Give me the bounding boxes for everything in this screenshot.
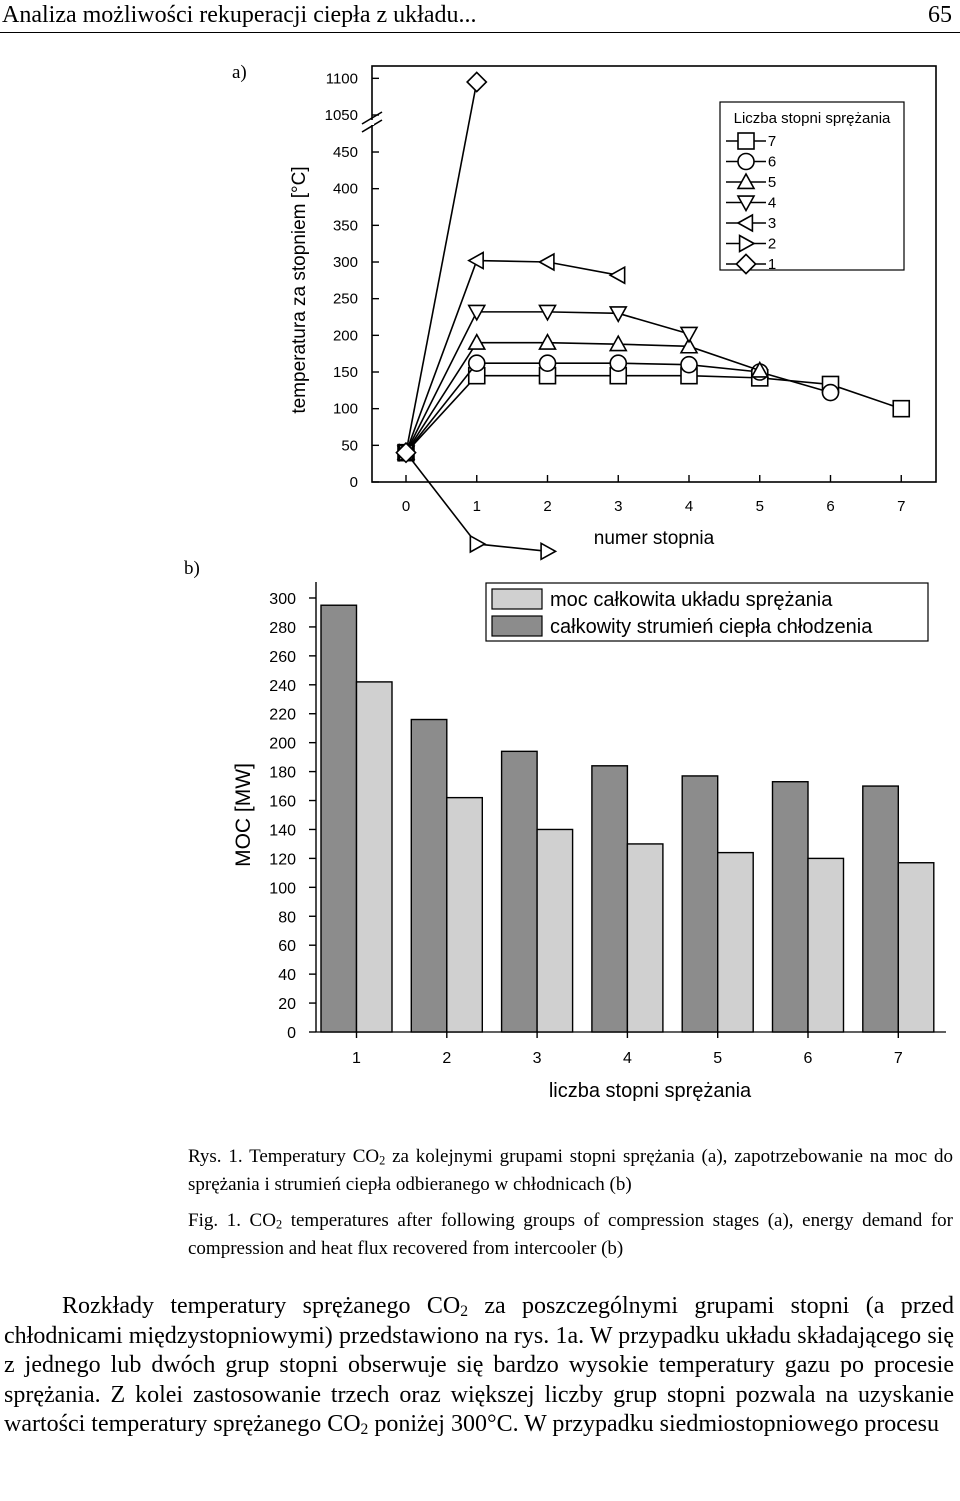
chart-b-xtick-label: 3 — [532, 1050, 542, 1067]
chart-b-xlabel: liczba stopni sprężania — [548, 1080, 752, 1102]
chart-b-bar — [808, 858, 844, 1032]
chart-a-legend-marker-7 — [738, 133, 754, 149]
chart-a-ytick-label: 0 — [349, 474, 358, 491]
chart-b-ytick-label: 40 — [278, 967, 296, 985]
chart-a-legend-label-1: 1 — [767, 256, 777, 273]
chart-b-ytick-label: 80 — [278, 909, 296, 927]
chart-a-xtick-label: 0 — [401, 498, 411, 515]
chart-a-point-3 — [610, 267, 624, 283]
chart-b-legend-label: całkowity strumień ciepła chłodzenia — [550, 616, 873, 638]
caption-polish: Rys. 1. Temperatury $CO_2$ za kolejnymi grupami stopni sprężania (a), zapotrzebowanie na moc do sprężania i strumień ciepła odbieranego w chłodnicach (b) — [188, 1146, 953, 1195]
chart-a-point-6 — [610, 355, 626, 371]
chart-b-ytick-label: 300 — [269, 590, 296, 608]
chart-b-ytick-label: 280 — [269, 619, 296, 637]
chart-b-ytick-label: 220 — [269, 706, 296, 724]
chart-b-bar — [863, 786, 899, 1032]
chart-a-legend-label-7: 7 — [767, 133, 777, 150]
chart-b-ytick-label: 120 — [269, 851, 296, 869]
chart-a-ytick-label: 300 — [332, 254, 358, 272]
chart-a-legend-title: Liczba stopni sprężania — [733, 110, 891, 127]
chart-a-ytick-label: 100 — [332, 400, 358, 418]
chart-b-xtick-label: 2 — [442, 1050, 452, 1067]
chart-a-point-1 — [467, 72, 486, 91]
chart-a-point-2 — [470, 536, 484, 552]
chart-a-ytick-label: 400 — [332, 180, 358, 198]
chart-a-ytick-label: 200 — [332, 327, 358, 345]
chart-a-legend-label-2: 2 — [767, 235, 777, 253]
chart-a-ytick-label: 450 — [332, 144, 358, 162]
chart-b-bar — [357, 682, 393, 1032]
chart-b-bar — [321, 605, 357, 1032]
chart-a-point-5 — [469, 335, 485, 349]
page-number: 65 — [928, 2, 952, 28]
chart-a-point-6 — [469, 355, 485, 371]
chart-a-series-line-5 — [406, 343, 760, 453]
chart-a-axis-break-gap — [370, 120, 374, 125]
chart-a-xtick-label: 3 — [614, 498, 623, 515]
chart-a-ytick-label: 350 — [332, 217, 358, 235]
chart-a-xtick-label: 6 — [826, 498, 835, 515]
chart-b-bar — [537, 829, 573, 1032]
chart-b-bar — [447, 798, 483, 1032]
chart-b-ytick-label: 0 — [287, 1025, 296, 1042]
chart-a-legend-label-6: 6 — [767, 153, 777, 171]
chart-a-point-2 — [541, 543, 555, 559]
chart-b-ytick-label: 180 — [269, 764, 296, 782]
chart-a-xtick-label: 7 — [897, 498, 906, 515]
panel-b-label: b) — [184, 558, 200, 579]
chart-a-xtick-label: 5 — [755, 498, 764, 515]
panel-a-label: a) — [232, 62, 247, 83]
chart-b-ytick-label: 140 — [269, 822, 296, 840]
chart-a-xtick-label: 2 — [543, 498, 552, 515]
chart-a-temperatures — [289, 66, 936, 559]
chart-a-point-3 — [469, 253, 483, 269]
chart-a-ytick-label: 1050 — [324, 107, 358, 124]
chart-b-xtick-label: 1 — [352, 1050, 361, 1067]
chart-b-ytick-label: 20 — [278, 996, 296, 1014]
chart-a-xtick-label: 1 — [472, 498, 481, 515]
chart-a-legend-label-4: 4 — [767, 194, 777, 212]
chart-b-xtick-label: 6 — [803, 1050, 813, 1067]
chart-b-bar — [898, 863, 934, 1032]
chart-a-legend-label-3: 3 — [767, 215, 777, 232]
chart-a-legend-label-5: 5 — [767, 174, 777, 191]
chart-a-ylabel: temperatura za stopniem [°C] — [289, 166, 310, 414]
chart-b-ytick-label: 260 — [269, 648, 296, 666]
chart-a-ytick-label: 1100 — [325, 70, 358, 88]
chart-b-xtick-label: 4 — [622, 1050, 632, 1067]
chart-a-point-6 — [681, 357, 697, 373]
chart-a-xtick-label: 4 — [684, 498, 694, 515]
chart-a-xlabel: numer stopnia — [593, 528, 715, 549]
chart-b-xtick-label: 7 — [893, 1050, 903, 1067]
chart-b-legend-label: moc całkowita układu sprężania — [550, 589, 833, 611]
chart-a-point-7 — [893, 401, 909, 417]
chart-a-point-3 — [540, 254, 554, 270]
chart-a-ytick-label: 150 — [332, 364, 358, 382]
chart-a-ytick-label: 250 — [332, 290, 358, 308]
chart-b-bar — [411, 720, 447, 1032]
chart-b-bar — [592, 766, 628, 1032]
chart-b-ytick-label: 100 — [269, 880, 296, 898]
chart-b-ytick-label: 160 — [269, 793, 296, 811]
chart-a-legend-marker-6 — [738, 154, 754, 170]
chart-b-xtick-label: 5 — [713, 1050, 723, 1067]
chart-b-bar — [502, 751, 537, 1032]
caption-english: Fig. 1. $CO_2$ temperatures after following groups of compression stages (a), energy demand for compression and heat flux recovered from intercooler (b) — [188, 1210, 953, 1259]
chart-b-bar — [627, 844, 663, 1032]
chart-a-point-5 — [540, 335, 556, 349]
chart-b-ytick-label: 60 — [278, 938, 296, 956]
chart-a-ytick-label: 50 — [341, 437, 358, 455]
running-title: Analiza możliwości rekuperacji ciepła z układu... — [2, 2, 477, 28]
chart-b-legend-swatch — [492, 616, 542, 636]
chart-b-legend-swatch — [492, 589, 542, 609]
chart-b-power — [232, 582, 946, 1102]
body-paragraph: Rozkłady temperatury sprężanego $CO_2$ za poszczególnymi grupami stopni (a przed chłodnicami międzystopniowymi) przedstawiono na rys. 1a. W przypadku układu składającego się z jednego lub dwóch grup stopni obserwuje się bardzo wysokie temperatury gazu po procesie sprężania. Z kolei zastosowanie trzech oraz większej liczby grup stopni pozwala na uzyskanie wartości temperatury sprężanego $CO_2$ poniżej 300°C. W przypadku siedmiostopniowego procesu — [4, 1293, 954, 1439]
chart-a-point-6 — [823, 385, 839, 401]
chart-b-ytick-label: 200 — [269, 735, 296, 753]
chart-b-bar — [682, 776, 718, 1032]
chart-b-ytick-label: 240 — [269, 677, 296, 695]
chart-b-ylabel: MOC [MW] — [232, 763, 255, 867]
chart-b-bar — [718, 853, 754, 1032]
chart-b-bar — [773, 782, 809, 1032]
chart-a-point-4 — [681, 327, 697, 341]
chart-a-point-6 — [540, 355, 556, 371]
